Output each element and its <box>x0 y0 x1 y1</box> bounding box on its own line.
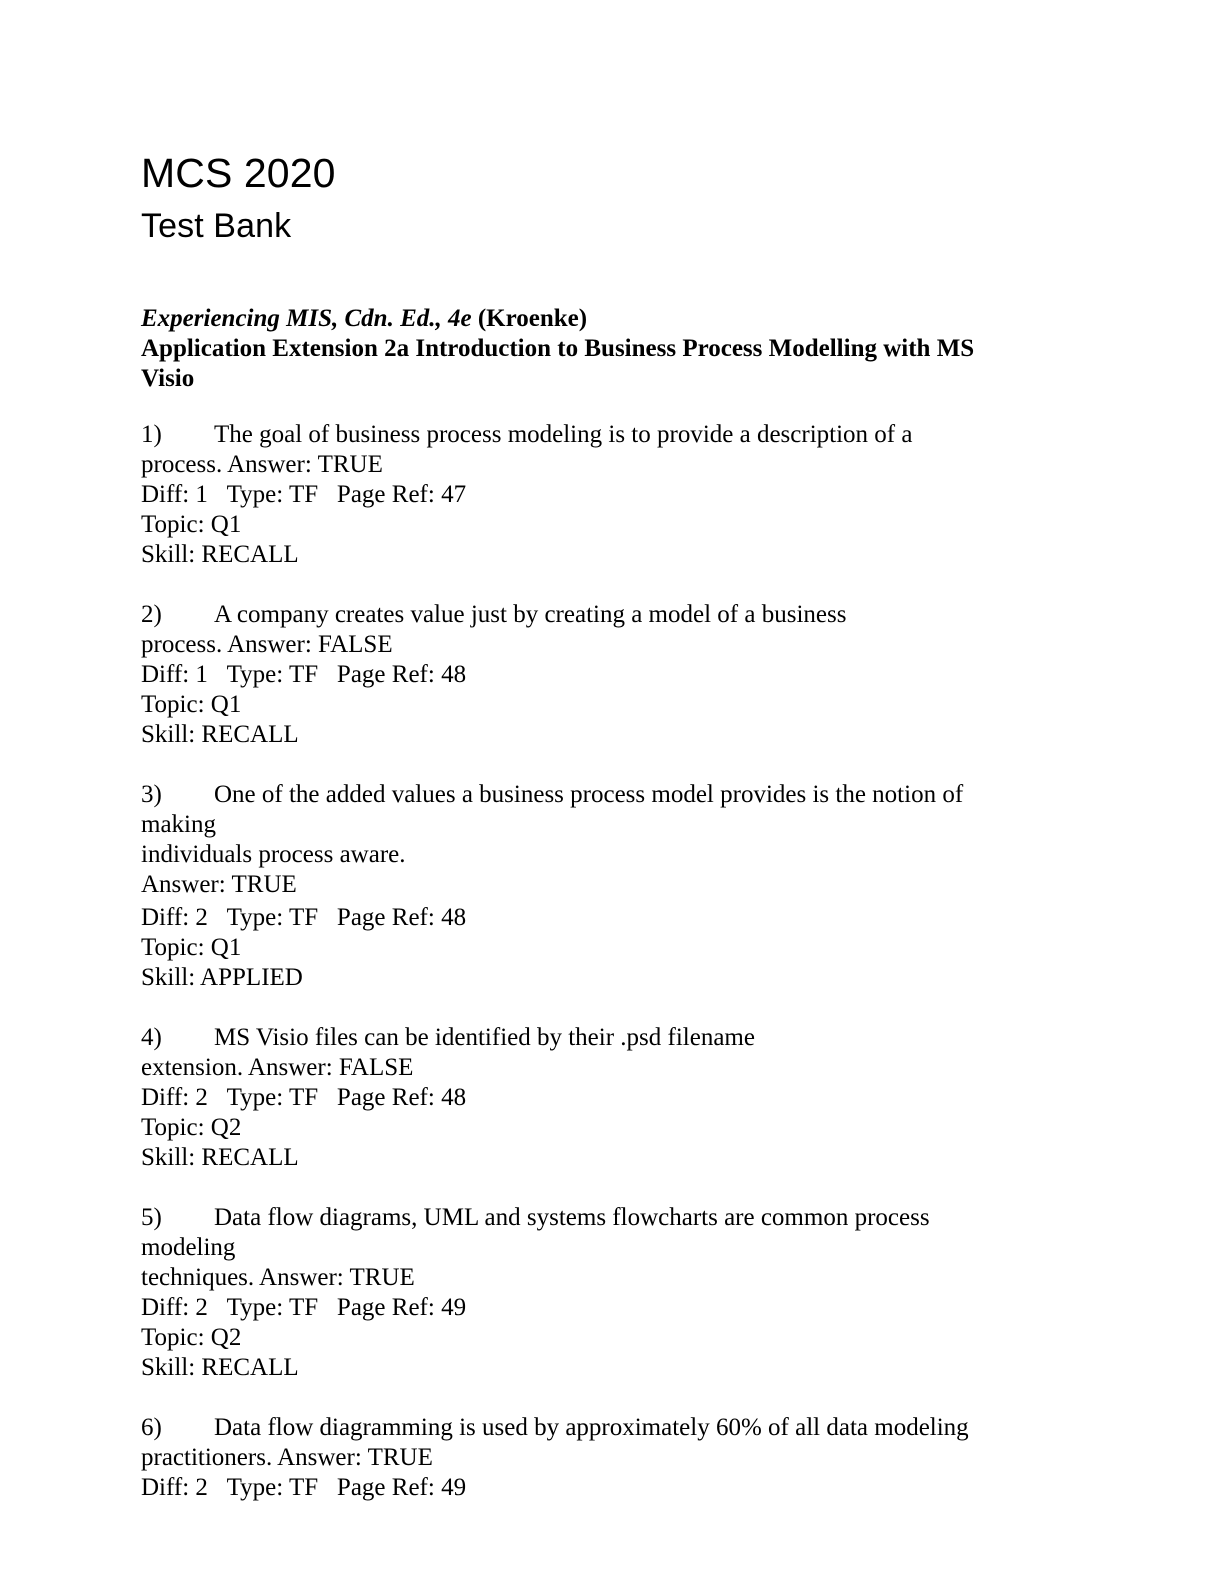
question-continuation: process. Answer: FALSE <box>141 631 393 658</box>
question-stem <box>141 420 1009 450</box>
question-skill-line: Skill: RECALL <box>141 1354 299 1381</box>
question-topic-line: Topic: Q2 <box>141 1324 242 1351</box>
page-title: MCS 2020 <box>141 150 336 196</box>
question-skill-line: Skill: RECALL <box>141 541 299 568</box>
question-topic-line: Topic: Q1 <box>141 511 242 538</box>
question-list <box>141 394 1009 1503</box>
question-continuation: extension. Answer: FALSE <box>141 1054 414 1081</box>
question-item <box>141 780 1009 993</box>
question-number: 2) <box>141 601 162 628</box>
question-difficulty-line: Diff: 1 Type: TF Page Ref: 48 <box>141 661 467 688</box>
question-continuation: individuals process aware. <box>141 841 406 868</box>
question-item <box>141 1413 1009 1503</box>
page-subtitle: Test Bank <box>141 207 292 245</box>
book-author: (Kroenke) <box>471 305 588 332</box>
question-number: 4) <box>141 1024 162 1051</box>
question-continuation: techniques. Answer: TRUE <box>141 1264 415 1291</box>
chapter-title: Application Extension 2a Introduction to Business Process Modelling with MS Visio <box>141 335 975 392</box>
question-topic-line: Topic: Q1 <box>141 934 242 961</box>
question-text: MS Visio files can be identified by their .psd filename <box>214 1024 755 1051</box>
question-skill-line: Skill: RECALL <box>141 721 299 748</box>
question-difficulty-line: Diff: 2 Type: TF Page Ref: 49 <box>141 1474 467 1501</box>
question-answer-line: Answer: TRUE <box>141 871 297 898</box>
question-stem <box>141 600 1009 630</box>
question-difficulty-line: Diff: 2 Type: TF Page Ref: 48 <box>141 904 467 931</box>
question-stem <box>141 780 1009 840</box>
question-skill-line: Skill: APPLIED <box>141 964 303 991</box>
question-continuation: process. Answer: TRUE <box>141 451 383 478</box>
document-content <box>141 148 1009 1503</box>
question-skill-line: Skill: RECALL <box>141 1144 299 1171</box>
question-topic-line: Topic: Q1 <box>141 691 242 718</box>
question-text: Data flow diagramming is used by approximately 60% of all data modeling <box>214 1414 969 1441</box>
question-text: Data flow diagrams, UML and systems flowcharts are common process modeling <box>141 1204 930 1261</box>
question-item <box>141 600 1009 750</box>
question-number: 6) <box>141 1414 162 1441</box>
question-difficulty-line: Diff: 2 Type: TF Page Ref: 49 <box>141 1294 467 1321</box>
question-stem <box>141 1203 1009 1263</box>
question-text: One of the added values a business process model provides is the notion of making <box>141 781 964 838</box>
question-continuation: practitioners. Answer: TRUE <box>141 1444 433 1471</box>
question-stem <box>141 1413 1009 1443</box>
question-item <box>141 1203 1009 1383</box>
question-item <box>141 420 1009 570</box>
question-difficulty-line: Diff: 1 Type: TF Page Ref: 47 <box>141 481 467 508</box>
book-title: Experiencing MIS, Cdn. Ed., 4e <box>141 305 472 332</box>
question-item <box>141 1023 1009 1173</box>
section-heading <box>141 250 1009 394</box>
question-number: 5) <box>141 1204 162 1231</box>
question-number: 3) <box>141 781 162 808</box>
question-difficulty-line: Diff: 2 Type: TF Page Ref: 48 <box>141 1084 467 1111</box>
question-stem <box>141 1023 1009 1053</box>
question-topic-line: Topic: Q2 <box>141 1114 242 1141</box>
question-text: The goal of business process modeling is to provide a description of a <box>214 421 913 448</box>
question-number: 1) <box>141 421 162 448</box>
question-text: A company creates value just by creating a model of a business <box>214 601 847 628</box>
